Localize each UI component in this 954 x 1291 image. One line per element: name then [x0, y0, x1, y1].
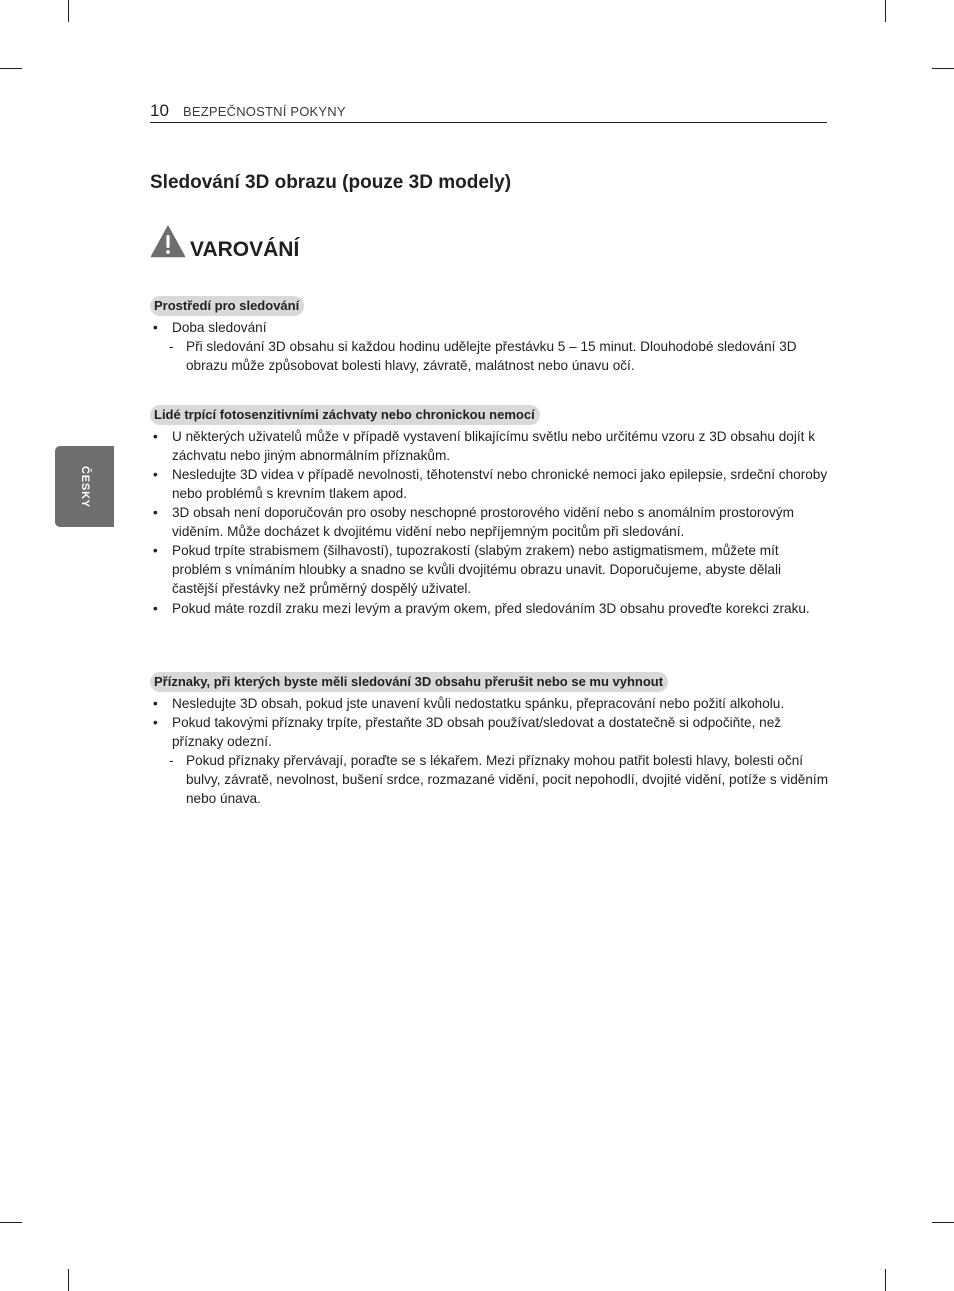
item-list [150, 318, 830, 375]
list-item: • Doba sledování [150, 318, 830, 337]
subheading-tag: Prostředí pro sledování [150, 296, 304, 316]
list-item: • Pokud máte rozdíl zraku mezi levým a pravým okem, před sledováním 3D obsahu proveďte korekci zraku. [150, 598, 830, 620]
crop-mark [932, 1222, 954, 1223]
list-item: • U některých uživatelů může v případě vystavení blikajícímu světlu nebo určitému vzoru z 3D obsahu dojít k záchvatu nebo jiným abnormálním příznakům. [150, 427, 830, 465]
crop-mark [0, 1222, 22, 1223]
warning-label: VAROVÁNÍ [190, 238, 300, 261]
crop-mark [68, 1269, 69, 1291]
list-item: • 3D obsah není doporučován pro osoby neschopné prostorového vidění nebo s anomálním prostorovým viděním. Může docházet k dvojitému vidění nebo nepříjemným pocitům při sledování. [150, 503, 830, 541]
crop-mark [0, 68, 22, 69]
section-title: Sledování 3D obrazu (pouze 3D modely) [150, 172, 512, 193]
section-photosensitive [150, 405, 830, 620]
list-item: • Nesledujte 3D videa v případě nevolnosti, těhotenství nebo chronické nemoci jako epilepsie, srdeční choroby nebo problémů s krevním tlakem apod. [150, 465, 830, 503]
list-subitem: - Pokud příznaky přervávají, poraďte se s lékařem. Mezi příznaky mohou patřit bolesti hlavy, bolesti oční bulvy, závratě, nevolnost, bušení srdce, rozmazané vidění, pocit nepohodlí, dvojité vidění, potíže s viděním nebo únava. [150, 751, 830, 808]
running-head: BEZPEČNOSTNÍ POKYNY [183, 104, 346, 119]
page-number: 10 [150, 101, 169, 120]
crop-mark [885, 1269, 886, 1291]
list-subitem: - Při sledování 3D obsahu si každou hodinu udělejte přestávku 5 – 15 minut. Dlouhodobé sledování 3D obrazu může způsobovat bolesti hlavy, závratě, malátnost nebo únavu očí. [150, 337, 830, 375]
item-list [150, 694, 830, 808]
crop-mark [932, 68, 954, 69]
item-list [150, 427, 830, 620]
page-header [150, 101, 827, 123]
crop-mark [68, 0, 69, 22]
warning-triangle-icon [150, 225, 186, 258]
language-tab [55, 446, 114, 527]
list-item: • Pokud trpíte strabismem (šilhavostí), tupozrakostí (slabým zrakem) nebo astigmatismem, můžete mít problém s vnímáním hloubky a snadno se kvůli dvojitému obrazu unavit. Doporučujeme, abyste dělali častější přestávky než průměrný dospělý uživatel. [150, 541, 830, 598]
subheading-tag: Lidé trpící fotosenzitivními záchvaty nebo chronickou nemocí [150, 405, 540, 425]
section-viewing-environment [150, 296, 830, 375]
section-symptoms [150, 672, 830, 808]
list-item: • Nesledujte 3D obsah, pokud jste unavení kvůli nedostatku spánku, přepracování nebo požití alkoholu. [150, 694, 830, 713]
crop-mark [885, 0, 886, 22]
subheading-tag: Příznaky, při kterých byste měli sledování 3D obsahu přerušit nebo se mu vyhnout [150, 672, 668, 692]
list-item: • Pokud takovými příznaky trpíte, přestaňte 3D obsah používat/sledovat a dostatečně si odpočiňte, než příznaky odezní. [150, 713, 830, 751]
language-tab-label: ČESKY [78, 465, 91, 508]
